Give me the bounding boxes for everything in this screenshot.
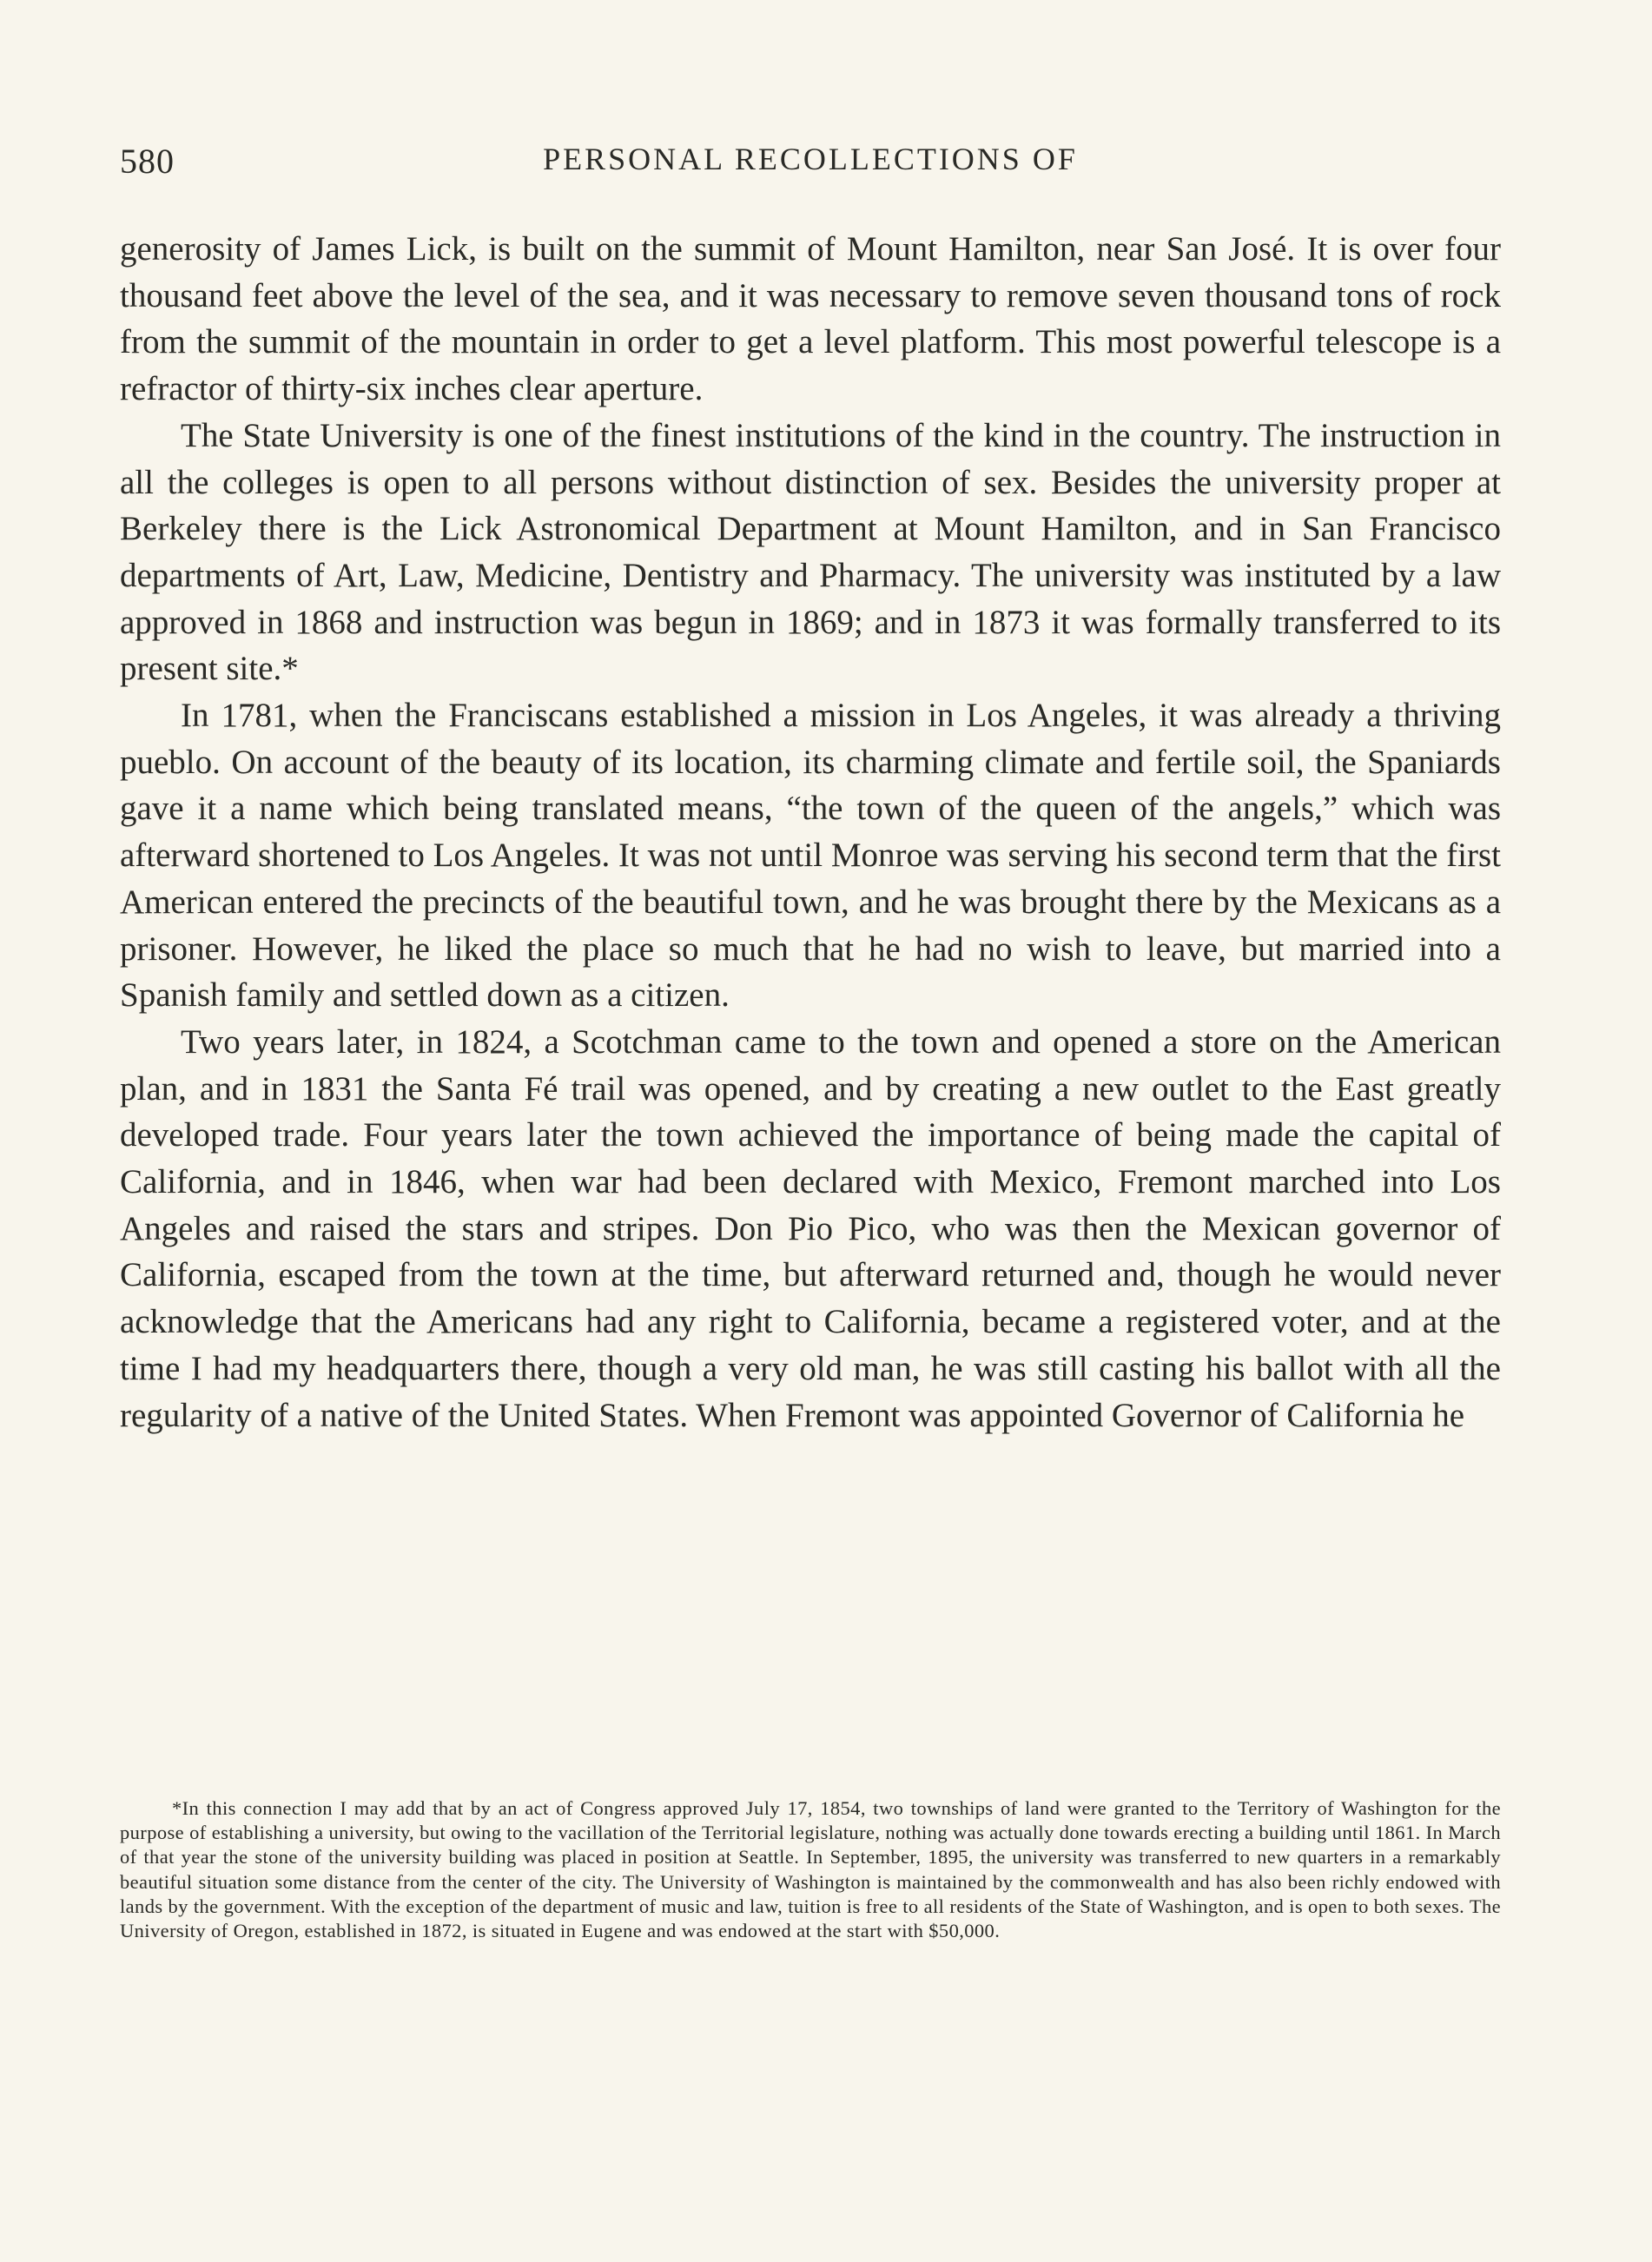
paragraph-state-university: The State University is one of the finest institutions of the kind in the country. The instruction in all the colleges is open to all persons without distinction of sex. Besides the university proper at Berkeley there is the Lick Astronomical Department at Mount Hamilton, and in San Francisco departments of Art, Law, Medicine, Dentistry and Pharmacy. The university was instituted by a law approved in 1868 and instruction was begun in 1869; and in 1873 it was formally transferred to its present site.* bbox=[120, 416, 1501, 688]
paragraph-continued: generosity of James Lick, is built on the summit of Mount Hamilton, near San José. It is over four thousand feet above the level of the sea, and it was necessary to remove seven thousand tons of rock from the summit of the mountain in order to get a level platform. This most powerful telescope is a refractor of thirty-six inches clear aperture. bbox=[120, 230, 1501, 408]
paragraph-los-angeles-history: In 1781, when the Franciscans established a mission in Los Angeles, it was already a thriving pueblo. On account of the beauty of its location, its charming climate and fertile soil, the Spaniards gave it a name which being translated means, “the town of the queen of the angels,” which was afterward shortened to Los Angeles. It was not until Monroe was serving his second term that the first American entered the precincts of the beautiful town, and he was brought there by the Mexicans as a prisoner. However, he liked the place so much that he had no wish to leave, but married into a Spanish family and settled down as a citizen. bbox=[120, 697, 1501, 1015]
page-header bbox=[120, 141, 1501, 193]
paragraph-fremont: Two years later, in 1824, a Scotchman came to the town and opened a store on the American plan, and in 1831 the Santa Fé trail was opened, and by creating a new outlet to the East greatly developed trade. Four years later the town achieved the importance of being made the capital of California, and in 1846, when war had been declared with Mexico, Fremont marched into Los Angeles and raised the stars and stripes. Don Pio Pico, who was then the Mexican governor of California, escaped from the town at the time, but afterward returned and, though he would never acknowledge that the Americans had any right to California, became a registered voter, and at the time I had my headquarters there, though a very old man, he was still casting his ballot with all the regularity of a native of the United States. When Fremont was appointed Governor of California he bbox=[120, 1022, 1501, 1434]
page-number: 580 bbox=[120, 142, 175, 181]
footnote-divider bbox=[120, 1782, 1501, 1783]
footnote: *In this connection I may add that by an act of Congress approved July 17, 1854, two townships of land were granted to the Territory of Washington for the purpose of establishing a university, but owing to the vacillation of the Territorial legislature, nothing was actually done towards erecting a building until 1861. In March of that year the stone of the university building was placed in position at Seattle. In September, 1895, the university was transferred to new quarters in a remarkably beautiful situation some distance from the center of the city. The University of Washington is maintained by the commonwealth and has also been richly endowed with lands by the government. With the exception of the department of music and law, tuition is free to all residents of the State of Washington, and is open to both sexes. The University of Oregon, established in 1872, is situated in Eugene and was endowed at the start with $50,000. bbox=[120, 1797, 1501, 1942]
running-head: PERSONAL RECOLLECTIONS OF bbox=[543, 142, 1078, 176]
body-text bbox=[120, 226, 1501, 1439]
